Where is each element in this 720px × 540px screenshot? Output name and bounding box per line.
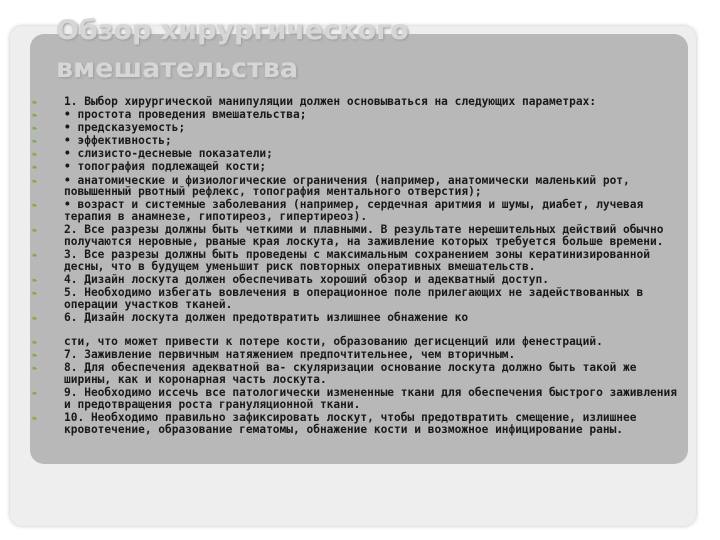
bullet-icon: ❧ — [31, 413, 38, 423]
list-item — [24, 199, 684, 223]
list-item — [24, 336, 684, 348]
bullet-icon: ❧ — [31, 201, 38, 211]
list-item — [24, 349, 684, 361]
list-item-text: • слизисто-десневые показатели; — [64, 147, 273, 161]
list-item — [24, 96, 684, 108]
list-item-text: 8. Для обеспечения адекватной ва- скуляризации основание лоскута должно быть такой же ширины, как и коронарная часть лоскута. — [64, 361, 644, 386]
list-item — [24, 161, 684, 173]
list-item-text: • предсказуемость; — [64, 121, 186, 135]
list-item — [24, 175, 684, 199]
list-item-text: 7. Заживление первичным натяжением предпочтительнее, чем вторичным. — [64, 348, 516, 361]
list-item-text: • топография подлежащей кости; — [64, 160, 267, 174]
list-item-text: 10. Необходимо правильно зафиксировать лоскут, чтобы предотвратить смещение, излишнее кровотечение, образование гематомы, обнажение кости и возможное инфицирование раны. — [64, 410, 644, 436]
bullet-list — [24, 96, 684, 437]
list-item-text: 9. Необходимо иссечь все патологически измененные ткани для обеспечения быстрого заживления и предотвращения роста грануляционной ткани. — [64, 385, 684, 411]
bullet-icon: ❧ — [31, 176, 38, 186]
list-item — [24, 287, 684, 311]
bullet-icon: ❧ — [31, 137, 38, 147]
bullet-icon: ❧ — [31, 98, 38, 107]
bullet-icon: ❧ — [31, 226, 38, 236]
bullet-icon: ❧ — [31, 289, 38, 299]
list-item — [24, 148, 684, 160]
list-item-text: • простота проведения вмешательства; — [64, 108, 307, 122]
list-item-text: 2. Все разрезы должны быть четкими и плавными. В результате нерешительных действий обычно получаются неровные, рваные края лоскута, на заживление которых требуется больше времени. — [64, 223, 671, 249]
bullet-icon: ❧ — [31, 364, 38, 374]
list-item — [24, 224, 684, 248]
list-item — [24, 109, 684, 121]
list-item — [24, 312, 684, 324]
bullet-icon: ❧ — [31, 337, 38, 347]
bullet-icon: ❧ — [31, 388, 38, 398]
bullet-icon: ❧ — [31, 314, 38, 324]
list-item — [24, 249, 684, 273]
list-item — [24, 362, 684, 386]
list-item-text: 1. Выбор хирургической манипуляции должен основываться на следующих параметрах: — [64, 95, 597, 108]
bullet-icon: ❧ — [31, 163, 38, 173]
bullet-icon: ❧ — [31, 351, 38, 360]
list-item-text: • эффективность; — [64, 134, 172, 148]
bullet-icon: ❧ — [31, 124, 38, 134]
list-item — [24, 412, 684, 436]
list-item-text: 4. Дизайн лоскута должен обеспечивать хороший обзор и адекватный доступ. — [64, 273, 549, 287]
list-item-text: • возраст и системные заболевания (например, сердечная аритмия и шумы, диабет, лучевая терапия в анамнезе, гипотиреоз, гипертиреоз). — [64, 198, 650, 224]
list-item — [24, 135, 684, 147]
list-item — [24, 387, 684, 411]
list-item — [24, 122, 684, 134]
bullet-icon: ❧ — [31, 251, 38, 261]
list-item-text: 6. Дизайн лоскута должен предотвратить излишнее обнажение ко — [64, 311, 469, 325]
slide-title: Обзор хирургического вмешательства — [56, 15, 409, 84]
bullet-icon: ❧ — [31, 276, 38, 286]
list-item-text: 5. Необходимо избегать вовлечения в операционное поле прилегающих не задействованных в операции участков тканей. — [64, 286, 650, 312]
list-item-text: сти, что может привести к потере кости, образованию дегисценций или фенестраций. — [64, 334, 603, 348]
bullet-icon: ❧ — [31, 150, 38, 160]
list-item-text: 3. Все разрезы должны быть проведены с максимальным сохранением зоны кератинизированной десны, что в будущем уменьшит риск повторных оперативных вмешательств. — [64, 248, 657, 274]
list-item-text: • анатомические и физиологические ограничения (например, анатомически маленький рот, повышенный рвотный рефлекс, топография ментального отверстия); — [64, 173, 637, 199]
bullet-icon: ❧ — [31, 111, 38, 121]
list-item — [24, 274, 684, 286]
